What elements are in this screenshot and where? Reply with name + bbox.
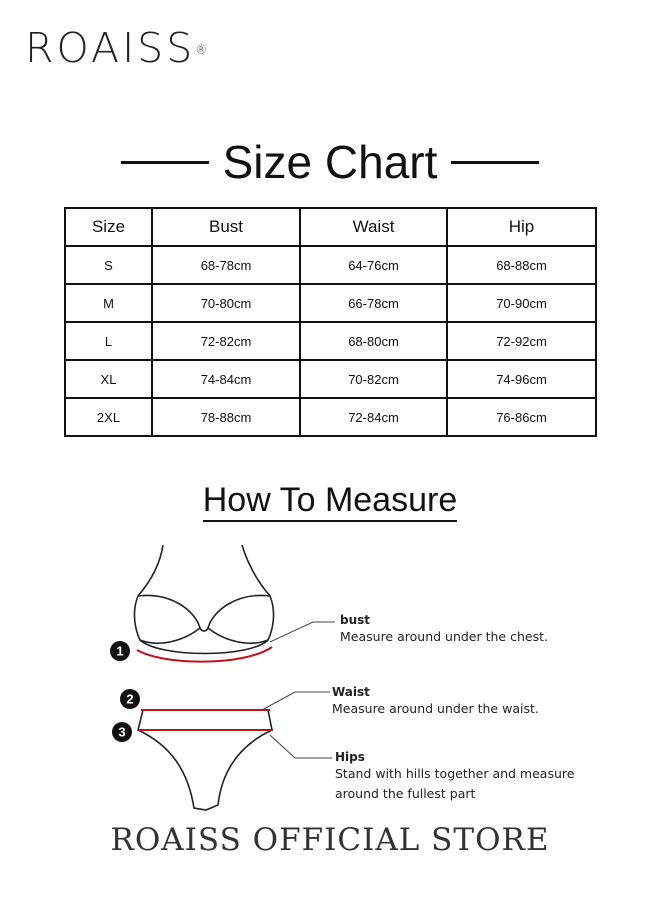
step-badge-2 [120,689,140,709]
brand-logo [25,24,207,72]
cell-bust: 78-88cm [152,398,300,436]
cell-hip: 68-88cm [447,246,596,284]
cell-bust: 72-82cm [152,322,300,360]
cell-waist: 70-82cm [300,360,447,398]
waist-desc: Measure around under the waist. [332,701,539,716]
cell-size: M [65,284,152,322]
title-rule-right [451,161,539,164]
svg-text:3: 3 [118,724,126,740]
size-chart-title: Size Chart [222,136,438,188]
svg-text:2: 2 [126,691,134,707]
step-badge-1 [110,641,130,661]
cell-waist: 68-80cm [300,322,447,360]
title-rule-left [121,161,209,164]
svg-text:1: 1 [116,643,124,659]
waist-title: Waist [332,685,370,699]
cell-hip: 72-92cm [447,322,596,360]
cell-hip: 76-86cm [447,398,596,436]
leader-lines [262,622,335,758]
how-to-measure-title: How To Measure [0,478,660,522]
waist-annotation [332,685,539,719]
cell-waist: 66-78cm [300,284,447,322]
cell-size: S [65,246,152,284]
cell-hip: 74-96cm [447,360,596,398]
size-chart-table [64,207,597,437]
bust-measure-line [137,647,272,662]
bust-title: bust [340,613,371,627]
cell-bust: 70-80cm [152,284,300,322]
cell-bust: 74-84cm [152,360,300,398]
hips-desc: Stand with hills together and measure [335,766,575,781]
table-row [65,284,596,322]
bra-outline-icon [134,545,273,654]
header-size: Size [65,208,152,246]
table-row [65,246,596,284]
cell-bust: 68-78cm [152,246,300,284]
header-bust: Bust [152,208,300,246]
table-row [65,322,596,360]
hips-title: Hips [335,750,365,764]
registered-mark: ® [195,43,208,57]
table-header-row [65,208,596,246]
cell-size: L [65,322,152,360]
bust-annotation [340,613,548,647]
size-chart-heading [0,134,660,190]
bust-desc: Measure around under the chest. [340,629,548,644]
cell-waist: 64-76cm [300,246,447,284]
header-waist: Waist [300,208,447,246]
brand-logo-text: ROAISS [25,24,196,72]
hips-annotation [335,750,574,804]
hips-desc-line2: around the fullest part [335,786,476,801]
cell-size: 2XL [65,398,152,436]
cell-size: XL [65,360,152,398]
header-hip: Hip [447,208,596,246]
table-row [65,398,596,436]
step-badge-3 [112,722,132,742]
table-row [65,360,596,398]
cell-waist: 72-84cm [300,398,447,436]
brief-outline-icon [138,710,272,810]
store-footer: ROAISS OFFICIAL STORE [110,822,550,858]
cell-hip: 70-90cm [447,284,596,322]
